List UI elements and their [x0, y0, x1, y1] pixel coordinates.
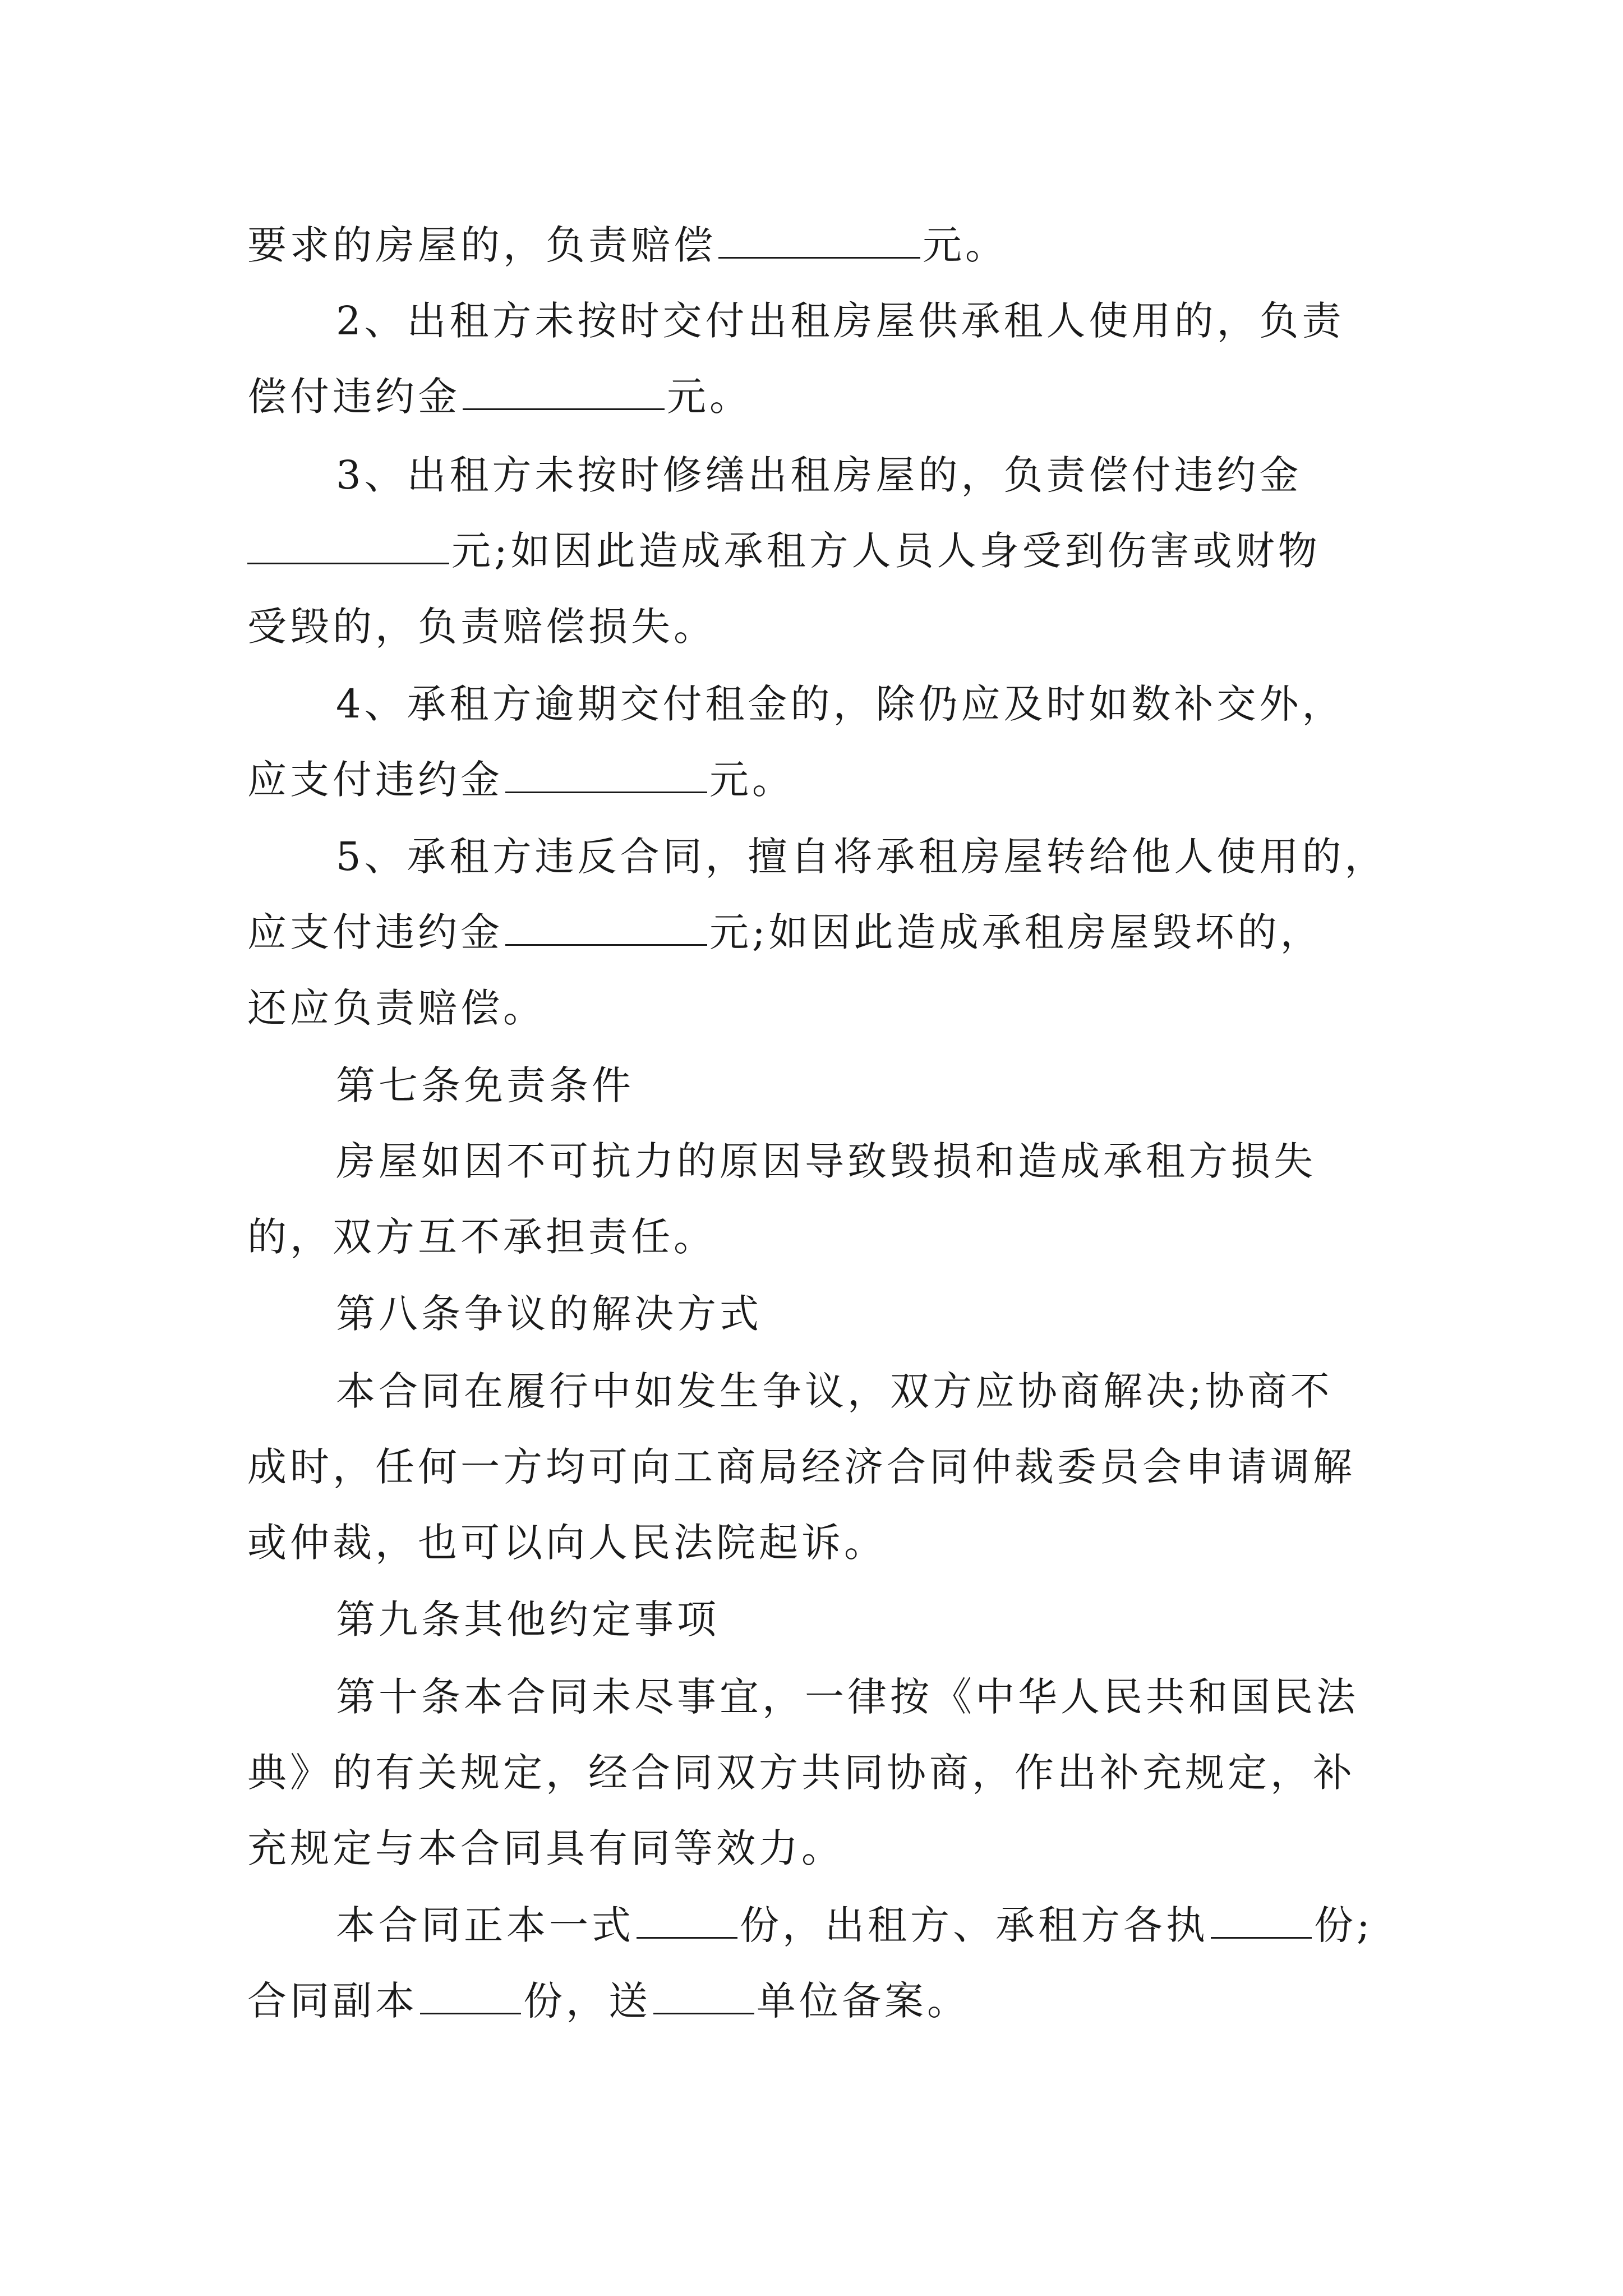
text-line [247, 1823, 844, 1874]
text: 份; [1314, 1902, 1373, 1948]
text: 要求的房屋的，负责赔偿 [247, 222, 716, 268]
text: 2、出租方未按时交付出租房屋供承租人使用的，负责 [336, 298, 1345, 344]
text: 成时，任何一方均可向工商局经济合同仲裁委员会申请调解 [247, 1444, 1355, 1490]
text: 本合同正本一式 [336, 1902, 634, 1948]
text: 第七条免责条件 [336, 1062, 634, 1108]
text-line [247, 1212, 716, 1262]
text: 典》的有关规定，经合同双方共同协商，作出补充规定，补 [247, 1750, 1355, 1796]
text: 5、承租方违反合同，擅自将承租房屋转给他人使用的， [336, 834, 1387, 880]
text: 4、承租方逾期交付租金的，除仍应及时如数补交外， [336, 681, 1345, 727]
text-line [336, 1900, 1373, 1950]
text: 本合同在履行中如发生争议，双方应协商解决;协商不 [336, 1368, 1333, 1414]
text: 应支付违约金 [247, 909, 503, 955]
text: 应支付违约金 [247, 757, 503, 803]
text-line [336, 679, 1345, 729]
text: 元。 [667, 374, 752, 420]
text-line [247, 983, 546, 1033]
text-line [247, 1976, 970, 2026]
text: 元;如因此造成承租房屋毁坏的， [709, 909, 1323, 955]
text: 元。 [709, 757, 795, 803]
text-line [336, 1672, 1359, 1722]
text: 充规定与本合同具有同等效力。 [247, 1825, 844, 1871]
article-heading [336, 1594, 720, 1645]
text: 第八条争议的解决方式 [336, 1291, 762, 1337]
text-line [247, 526, 1321, 576]
text-line [336, 831, 1387, 882]
blank-field [1211, 1904, 1312, 1939]
blank-field [247, 530, 449, 564]
text: 3、出租方未按时修缮出租房屋的，负责偿付违约金 [336, 452, 1302, 498]
text: 的，双方互不承担责任。 [247, 1214, 716, 1260]
blank-field [420, 1980, 521, 2014]
blank-field [653, 1980, 754, 2014]
text: 单位备案。 [757, 1978, 970, 2024]
article-heading [336, 1060, 634, 1111]
text: 偿付违约金 [247, 374, 460, 420]
text-line [336, 1136, 1316, 1186]
text-line [247, 907, 1323, 958]
text: 房屋如因不可抗力的原因导致毁损和造成承租方损失 [336, 1138, 1316, 1184]
text-line [247, 371, 752, 422]
text-line [247, 1747, 1355, 1798]
text: 元。 [923, 222, 1008, 268]
blank-field [463, 376, 665, 410]
text-line [336, 296, 1345, 346]
text: 第十条本合同未尽事宜，一律按《中华人民共和国民法 [336, 1674, 1359, 1720]
blank-field [637, 1904, 737, 1939]
text-line [247, 220, 1008, 270]
text: 还应负责赔偿。 [247, 985, 546, 1031]
blank-field [505, 912, 707, 946]
article-heading [336, 1289, 762, 1339]
text: 份，出租方、承租方各执 [740, 1902, 1209, 1948]
text-line [247, 1517, 887, 1568]
text-line [336, 450, 1302, 500]
blank-field [505, 759, 707, 793]
text: 第九条其他约定事项 [336, 1596, 720, 1642]
text: 合同副本 [247, 1978, 418, 2024]
text: 受毁的，负责赔偿损失。 [247, 604, 716, 650]
text: 份，送 [523, 1978, 651, 2024]
text: 或仲裁，也可以向人民法院起诉。 [247, 1520, 887, 1566]
text-line [336, 1366, 1333, 1416]
text: 元;如因此造成承租方人员人身受到伤害或财物 [451, 528, 1321, 574]
text-line [247, 754, 795, 805]
text-line [247, 601, 716, 652]
text-line [247, 1442, 1355, 1492]
blank-field [718, 224, 920, 259]
